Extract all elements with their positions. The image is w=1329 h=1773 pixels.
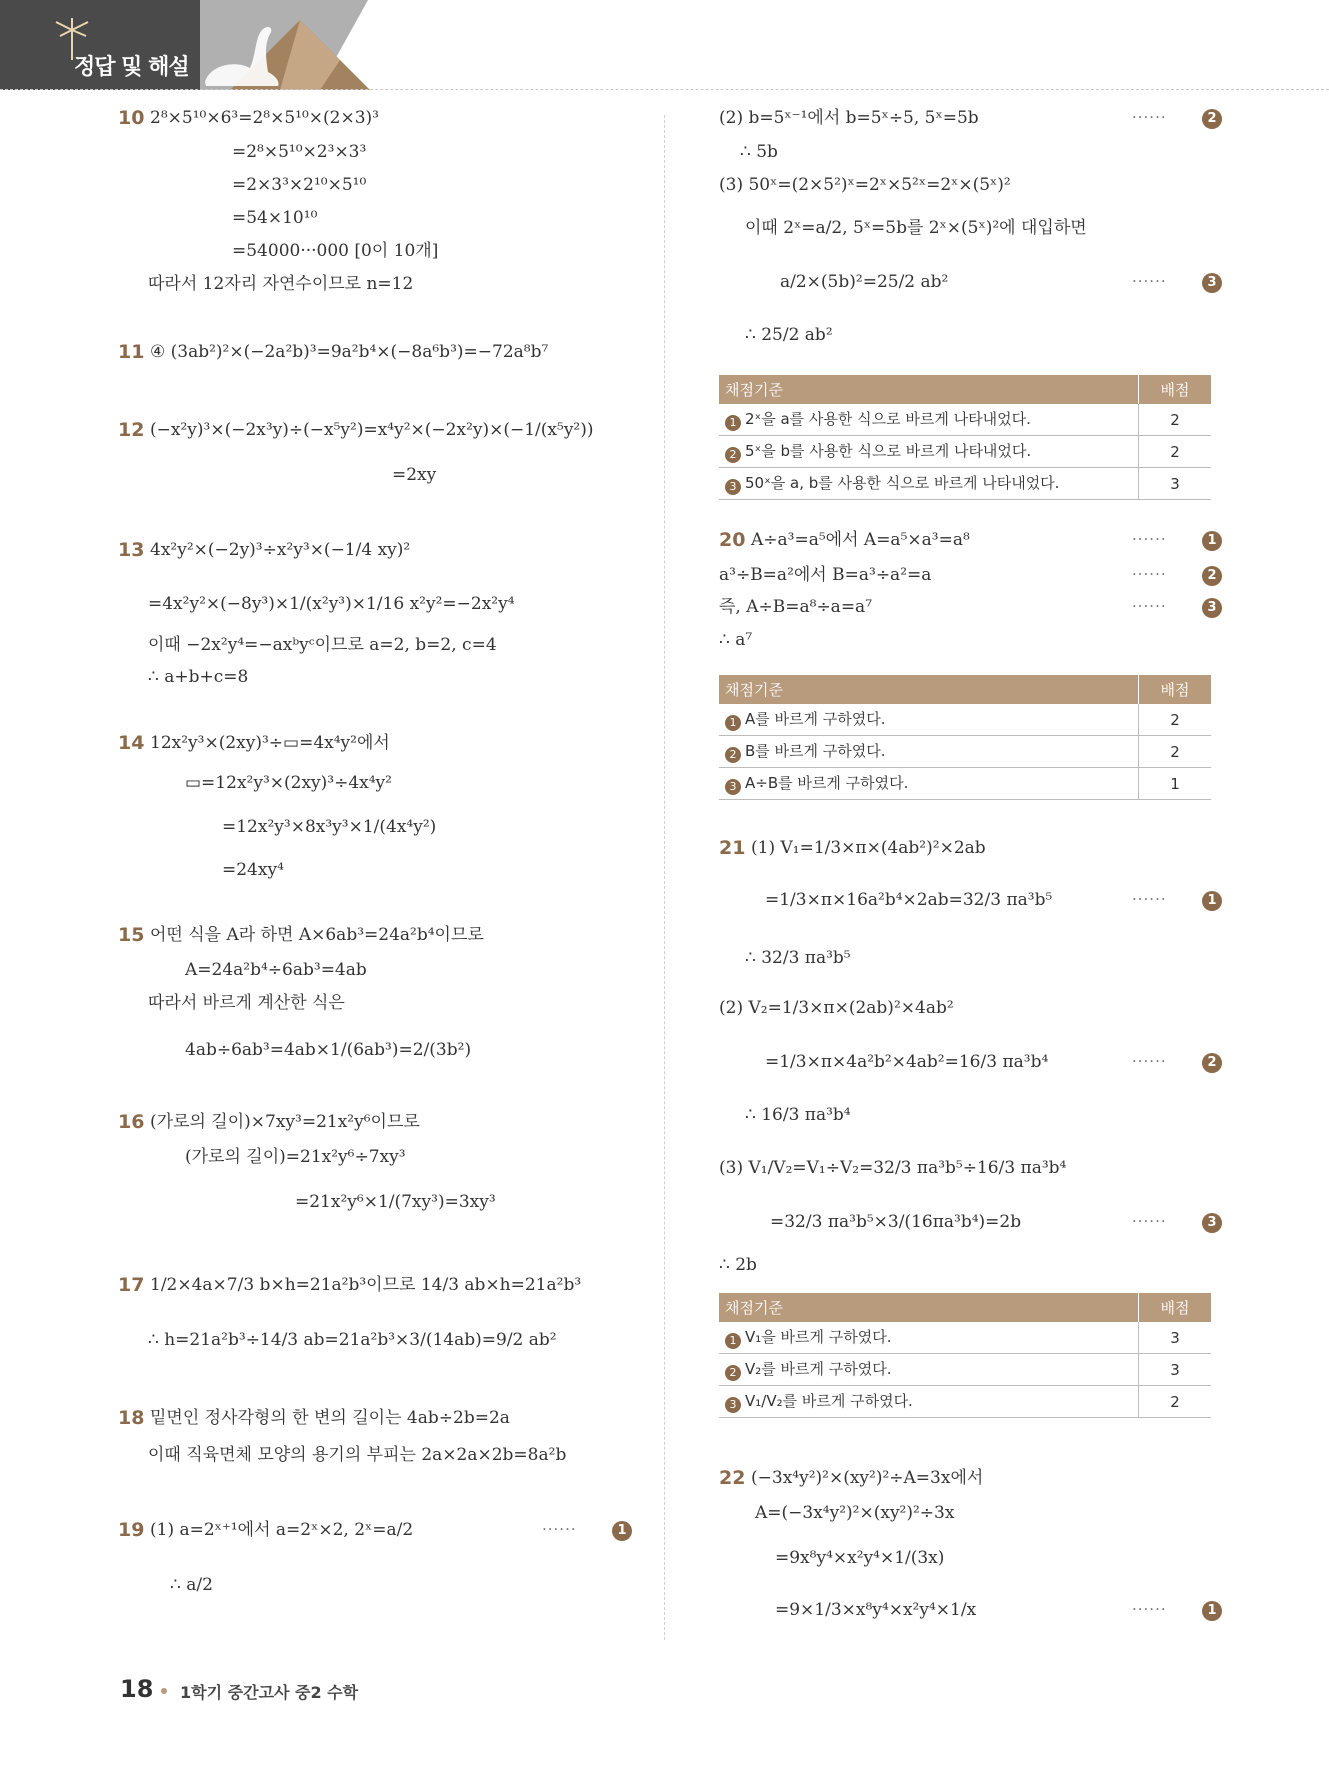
criterion-text: 50ˣ을 a, b를 사용한 식으로 바르게 나타내었다. <box>745 474 1060 492</box>
solution-line: 12x²y³×(2xy)³÷▭=4x⁴y²에서 <box>150 733 390 753</box>
question-number: 15 <box>118 924 145 946</box>
points-header: 배점 <box>1139 375 1212 404</box>
solution-line: ∴ a/2 <box>170 1575 213 1595</box>
question-number: 16 <box>118 1111 145 1133</box>
step-marker: 2 <box>1202 1053 1222 1073</box>
grading-header: 채점기준 <box>719 1293 1139 1322</box>
grading-table <box>719 375 1211 500</box>
step-marker: 1 <box>725 715 741 731</box>
points-cell: 2 <box>1139 404 1212 436</box>
question-number: 14 <box>118 732 145 754</box>
solution-line: 따라서 12자리 자연수이므로 n=12 <box>148 274 414 294</box>
table-row <box>719 1386 1211 1418</box>
solution-line: a³÷B=a²에서 B=a³÷a²=a <box>719 565 932 585</box>
solution-line: 4x²y²×(−2y)³÷x²y³×(−1/4 xy)² <box>150 540 411 560</box>
criterion-text: A를 바르게 구하였다. <box>745 710 886 728</box>
criterion-text: B를 바르게 구하였다. <box>745 742 886 760</box>
solution-line: (1) a=2ˣ⁺¹에서 a=2ˣ×2, 2ˣ=a/2 <box>150 1520 414 1540</box>
dot-leader: ······ <box>1132 530 1167 548</box>
step-marker: 3 <box>1202 1213 1222 1233</box>
points-cell: 3 <box>1139 468 1212 500</box>
question-number: 19 <box>118 1519 145 1541</box>
solution-line: (3) V₁/V₂=V₁÷V₂=32/3 πa³b⁵÷16/3 πa³b⁴ <box>719 1158 1067 1178</box>
solution-line: =21x²y⁶×1/(7xy³)=3xy³ <box>295 1192 496 1212</box>
dot-leader: ······ <box>1132 108 1167 126</box>
solution-line: (3) 50ˣ=(2×5²)ˣ=2ˣ×5²ˣ=2ˣ×(5ˣ)² <box>719 175 1011 195</box>
step-marker: 1 <box>1202 1601 1222 1621</box>
points-cell: 2 <box>1139 436 1212 468</box>
table-row <box>719 1354 1211 1386</box>
grading-table <box>719 675 1211 800</box>
step-marker: 2 <box>1202 566 1222 586</box>
solution-line: =2⁸×5¹⁰×2³×3³ <box>232 142 367 162</box>
solution-line: ∴ h=21a²b³÷14/3 ab=21a²b³×3/(14ab)=9/2 ab² <box>148 1330 557 1350</box>
solution-line: ∴ 32/3 πa³b⁵ <box>745 948 851 968</box>
grading-header: 채점기준 <box>719 375 1139 404</box>
solution-line: 4ab÷6ab³=4ab×1/(6ab³)=2/(3b²) <box>185 1040 472 1060</box>
grading-header: 채점기준 <box>719 675 1139 704</box>
grading-table <box>719 1293 1211 1418</box>
solution-line: (2) b=5ˣ⁻¹에서 b=5ˣ÷5, 5ˣ=5b <box>719 108 979 128</box>
criterion-text: V₁/V₂를 바르게 구하였다. <box>745 1392 913 1410</box>
dot-leader: ······ <box>1132 890 1167 908</box>
table-row <box>719 436 1211 468</box>
step-marker: 2 <box>725 747 741 763</box>
solution-line: a/2×(5b)²=25/2 ab² <box>780 272 949 292</box>
solution-line: ∴ 2b <box>719 1255 757 1275</box>
header-divider <box>0 89 1329 90</box>
question-number: 20 <box>719 529 746 551</box>
dot-leader: ······ <box>1132 565 1167 583</box>
solution-line: ▭=12x²y³×(2xy)³÷4x⁴y² <box>185 773 392 793</box>
page-number: 18 <box>120 1675 154 1703</box>
footer-title: 1학기 중간고사 중2 수학 <box>180 1683 359 1702</box>
solution-line: (1) V₁=1/3×π×(4ab²)²×2ab <box>751 838 986 858</box>
question-number: 22 <box>719 1467 746 1489</box>
header-title: 정답 및 해설 <box>74 55 189 80</box>
solution-line: (가로의 길이)×7xy³=21x²y⁶이므로 <box>150 1112 420 1132</box>
solution-line: (가로의 길이)=21x²y⁶÷7xy³ <box>185 1147 406 1167</box>
question-number: 10 <box>118 107 145 129</box>
step-marker: 2 <box>1202 109 1222 129</box>
solution-line: 1/2×4a×7/3 b×h=21a²b³이므로 14/3 ab×h=21a²b³ <box>150 1275 582 1295</box>
solution-line: 이때 2ˣ=a/2, 5ˣ=5b를 2ˣ×(5ˣ)²에 대입하면 <box>745 218 1087 238</box>
table-row <box>719 736 1211 768</box>
step-marker: 1 <box>725 415 741 431</box>
solution-line: 2⁸×5¹⁰×6³=2⁸×5¹⁰×(2×3)³ <box>150 108 379 128</box>
question-number: 18 <box>118 1407 145 1429</box>
solution-line: =24xy⁴ <box>222 860 284 880</box>
dot-leader: ······ <box>1132 597 1167 615</box>
solution-line: 따라서 바르게 계산한 식은 <box>148 993 345 1013</box>
solution-line: 어떤 식을 A라 하면 A×6ab³=24a²b⁴이므로 <box>150 925 484 945</box>
step-marker: 1 <box>612 1521 632 1541</box>
dot-leader: ······ <box>1132 1052 1167 1070</box>
solution-line: 이때 직육면체 모양의 용기의 부피는 2a×2a×2b=8a²b <box>148 1445 567 1465</box>
table-row <box>719 768 1211 800</box>
step-marker: 3 <box>1202 598 1222 618</box>
points-header: 배점 <box>1139 1293 1212 1322</box>
footer-dot <box>161 1688 167 1694</box>
solution-line: (−3x⁴y²)²×(xy²)²÷A=3x에서 <box>751 1468 984 1488</box>
step-marker: 2 <box>725 1365 741 1381</box>
question-number: 11 <box>118 341 145 363</box>
column-divider <box>664 115 665 1640</box>
points-cell: 3 <box>1139 1354 1212 1386</box>
solution-line: =2xy <box>392 465 437 485</box>
solution-line: ∴ 16/3 πa³b⁴ <box>745 1105 851 1125</box>
solution-line: A÷a³=a⁵에서 A=a⁵×a³=a⁸ <box>751 530 970 550</box>
criterion-text: 5ˣ을 b를 사용한 식으로 바르게 나타내었다. <box>745 442 1032 460</box>
step-marker: 3 <box>1202 273 1222 293</box>
solution-line: ④ (3ab²)²×(−2a²b)³=9a²b⁴×(−8a⁶b³)=−72a⁸b⁷ <box>150 342 549 362</box>
step-marker: 1 <box>1202 891 1222 911</box>
solution-line: =1/3×π×4a²b²×4ab²=16/3 πa³b⁴ <box>765 1052 1049 1072</box>
dot-leader: ······ <box>1132 1600 1167 1618</box>
solution-line: =9x⁸y⁴×x²y⁴×1/(3x) <box>775 1548 945 1568</box>
step-marker: 3 <box>725 779 741 795</box>
solution-line: =32/3 πa³b⁵×3/(16πa³b⁴)=2b <box>770 1212 1022 1232</box>
points-cell: 3 <box>1139 1322 1212 1354</box>
solution-line: =1/3×π×16a²b⁴×2ab=32/3 πa³b⁵ <box>765 890 1053 910</box>
criterion-text: A÷B를 바르게 구하였다. <box>745 774 909 792</box>
solution-line: A=24a²b⁴÷6ab³=4ab <box>185 960 367 980</box>
solution-line: 밑면인 정사각형의 한 변의 길이는 4ab÷2b=2a <box>150 1408 510 1428</box>
solution-line: =9×1/3×x⁸y⁴×x²y⁴×1/x <box>775 1600 977 1620</box>
question-number: 12 <box>118 419 145 441</box>
points-cell: 2 <box>1139 704 1212 736</box>
points-cell: 1 <box>1139 768 1212 800</box>
solution-line: A=(−3x⁴y²)²×(xy²)²÷3x <box>755 1503 955 1523</box>
solution-line: 이때 −2x²y⁴=−axᵇyᶜ이므로 a=2, b=2, c=4 <box>148 635 497 655</box>
table-row <box>719 1322 1211 1354</box>
solution-line: ∴ 5b <box>740 142 778 162</box>
step-marker: 1 <box>1202 531 1222 551</box>
step-marker: 3 <box>725 1397 741 1413</box>
dot-leader: ······ <box>1132 272 1167 290</box>
solution-line: =12x²y³×8x³y³×1/(4x⁴y²) <box>222 817 437 837</box>
table-row <box>719 404 1211 436</box>
step-marker: 2 <box>725 447 741 463</box>
solution-line: 즉, A÷B=a⁸÷a=a⁷ <box>719 597 873 617</box>
solution-line: =54×10¹⁰ <box>232 208 318 228</box>
dot-leader: ······ <box>1132 1212 1167 1230</box>
solution-line: =54000···000 [0이 10개] <box>232 241 439 261</box>
table-row <box>719 468 1211 500</box>
question-number: 17 <box>118 1274 145 1296</box>
step-marker: 3 <box>725 479 741 495</box>
solution-line: ∴ a⁷ <box>719 630 753 650</box>
question-number: 21 <box>719 837 746 859</box>
solution-line: (2) V₂=1/3×π×(2ab)²×4ab² <box>719 998 954 1018</box>
solution-line: ∴ 25/2 ab² <box>745 325 833 345</box>
points-cell: 2 <box>1139 736 1212 768</box>
points-header: 배점 <box>1139 675 1212 704</box>
points-cell: 2 <box>1139 1386 1212 1418</box>
table-row <box>719 704 1211 736</box>
solution-line: =2×3³×2¹⁰×5¹⁰ <box>232 175 367 195</box>
solution-line: =4x²y²×(−8y³)×1/(x²y³)×1/16 x²y²=−2x²y⁴ <box>148 594 515 614</box>
step-marker: 1 <box>725 1333 741 1349</box>
dot-leader: ······ <box>542 1520 577 1538</box>
solution-line: ∴ a+b+c=8 <box>148 667 249 687</box>
header-banner <box>0 0 1329 90</box>
solution-line: (−x²y)³×(−2x³y)÷(−x⁵y²)=x⁴y²×(−2x²y)×(−1/(x⁵y²)) <box>150 420 594 440</box>
criterion-text: V₁을 바르게 구하였다. <box>745 1328 892 1346</box>
criterion-text: V₂를 바르게 구하였다. <box>745 1360 892 1378</box>
criterion-text: 2ˣ을 a를 사용한 식으로 바르게 나타내었다. <box>745 410 1031 428</box>
question-number: 13 <box>118 539 145 561</box>
